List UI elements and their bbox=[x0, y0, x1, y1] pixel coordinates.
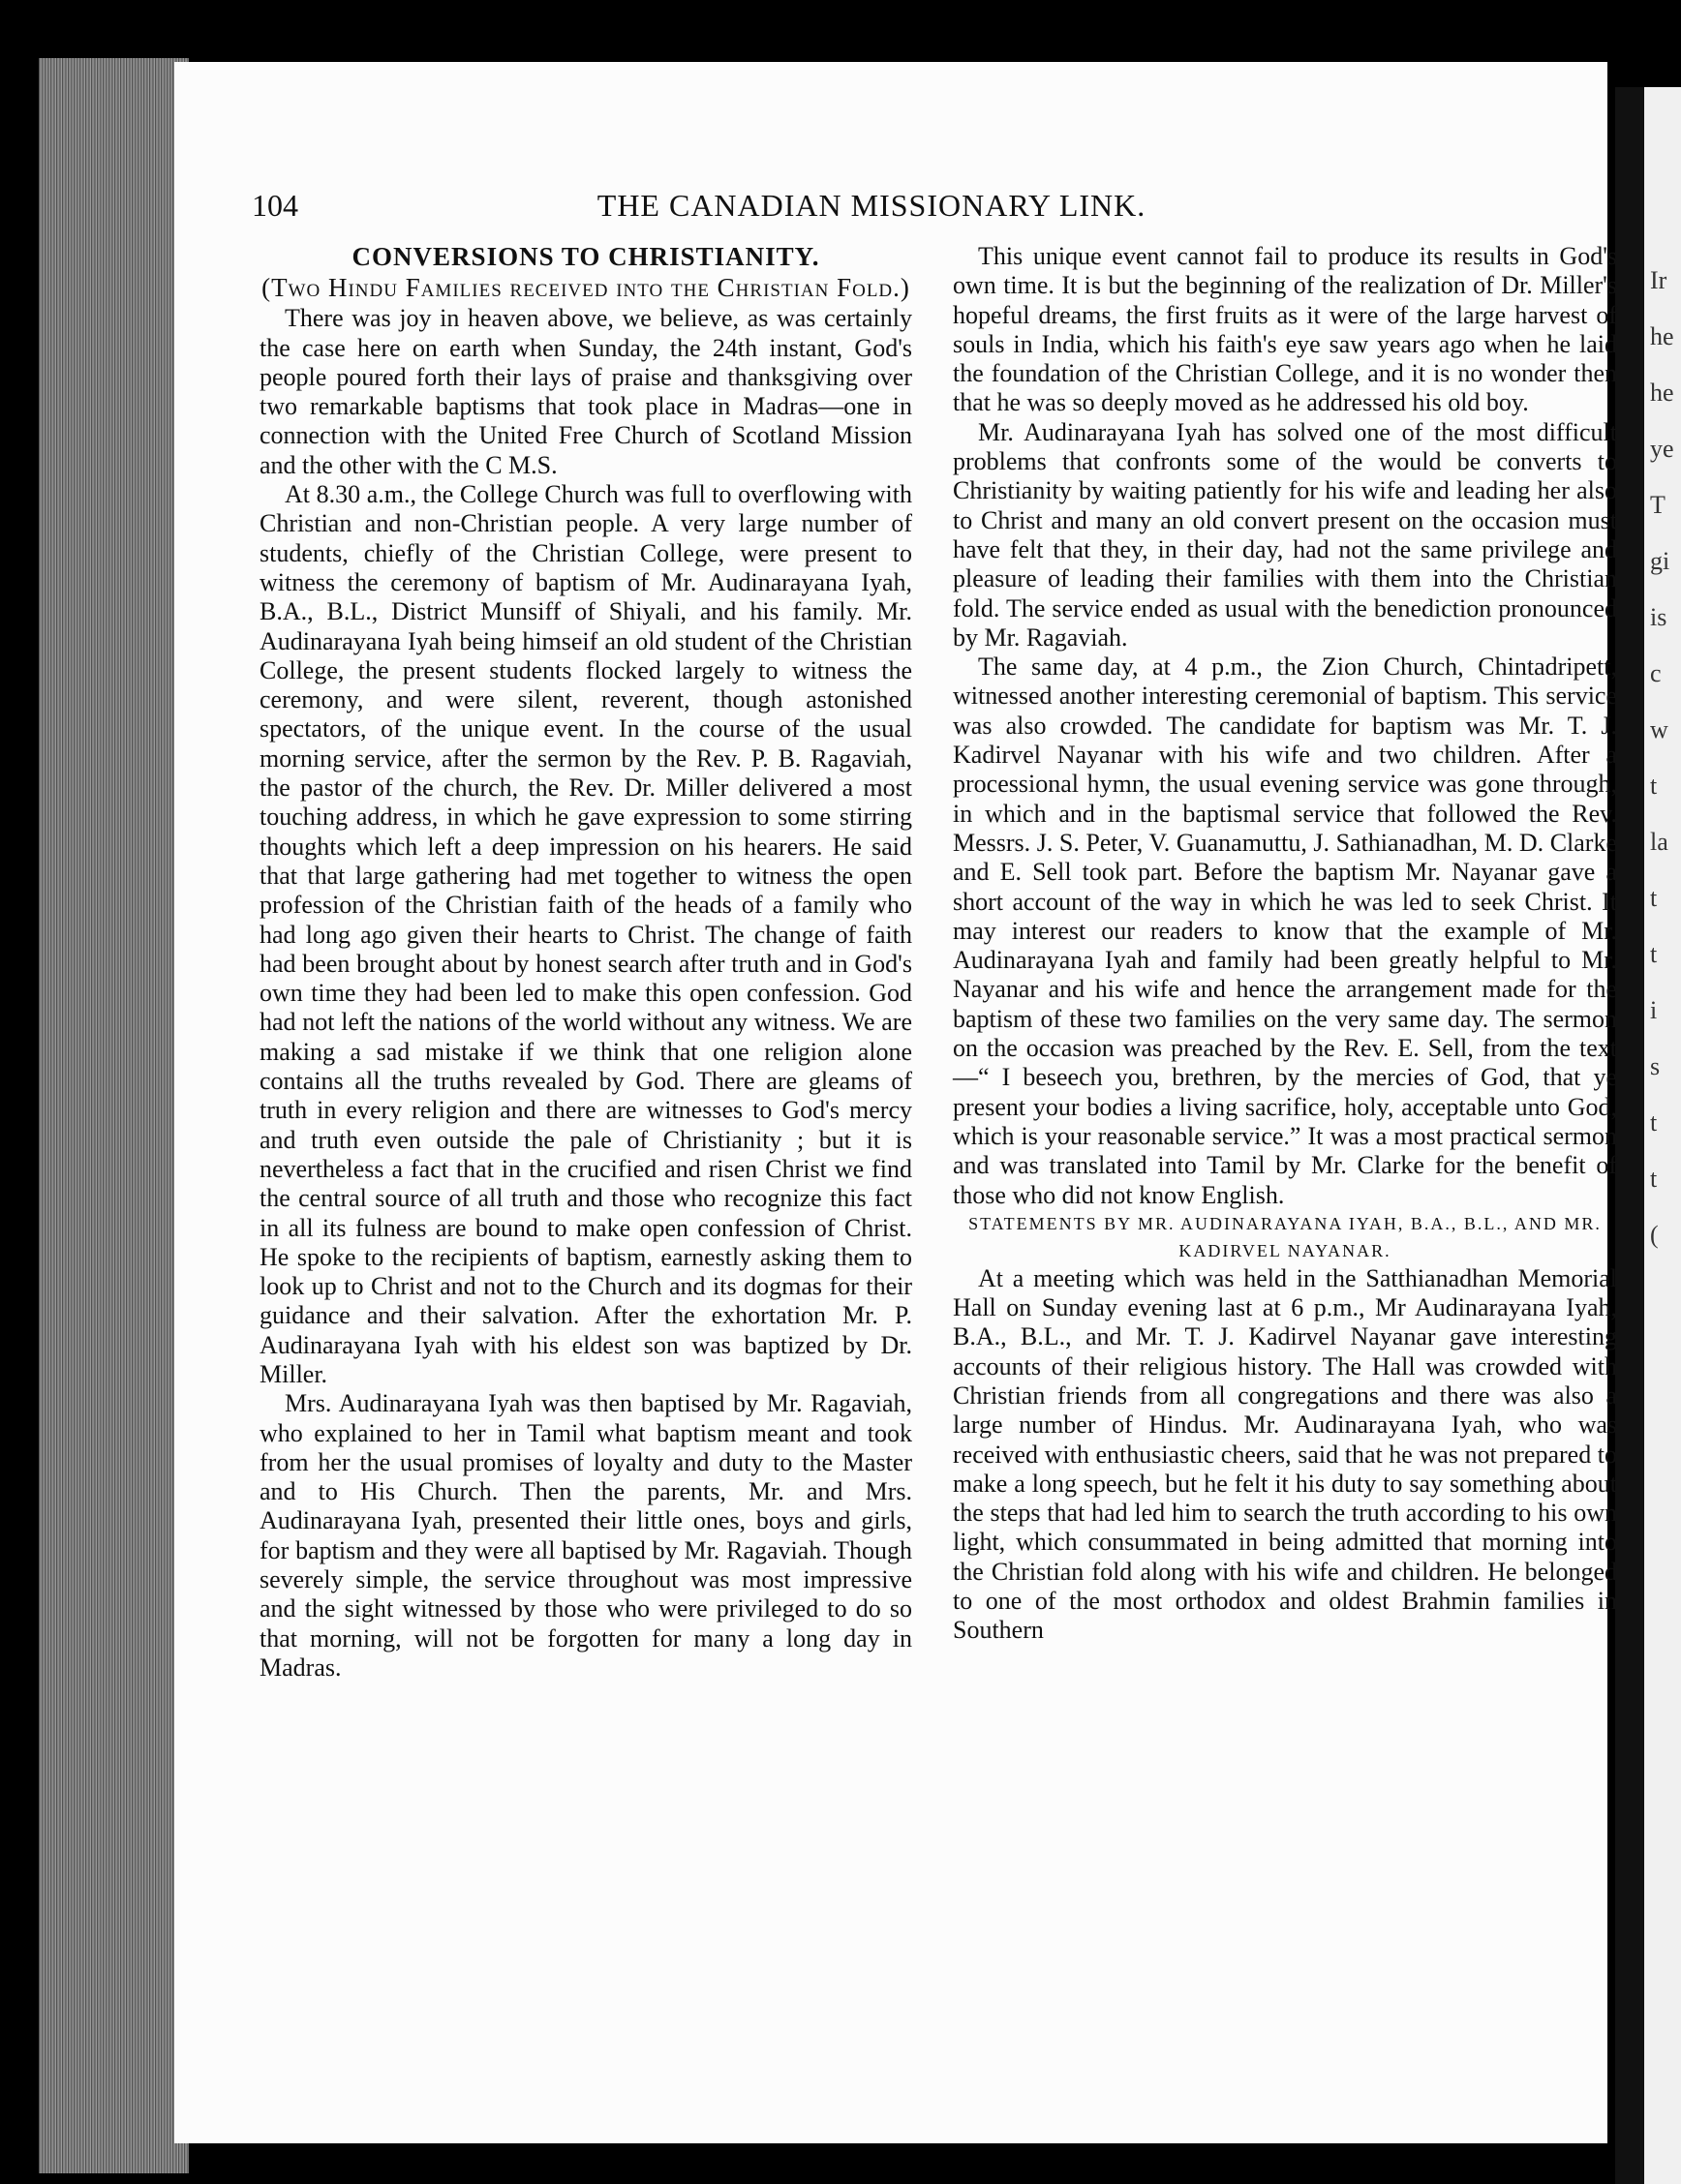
running-title: THE CANADIAN MISSIONARY LINK. bbox=[596, 188, 1146, 223]
article-title: CONVERSIONS TO CHRISTIANITY. bbox=[351, 242, 820, 271]
adjacent-page-fragment: s bbox=[1650, 1052, 1661, 1080]
adjacent-page-fragment: la bbox=[1650, 828, 1668, 856]
book-page-edges bbox=[39, 58, 189, 2173]
adjacent-page-fragment: t bbox=[1650, 884, 1658, 912]
adjacent-page-fragment: is bbox=[1650, 603, 1667, 631]
page-gutter-shadow bbox=[1615, 87, 1644, 2184]
right-column bbox=[953, 242, 1617, 1646]
adjacent-page-fragment: he bbox=[1650, 379, 1674, 407]
adjacent-page-fragment: w bbox=[1650, 715, 1668, 743]
adjacent-page-fragment: T bbox=[1650, 491, 1666, 519]
page-header bbox=[252, 188, 1491, 236]
adjacent-page-fragment: i bbox=[1650, 996, 1658, 1024]
article-subtitle: (Two Hindu Families received into the Christian Fold.) bbox=[261, 273, 910, 303]
left-column bbox=[260, 242, 912, 1683]
paragraph: At 8.30 a.m., the College Church was full to overflowing with Christian and non-Christian people. A very large number of students, chiefly of the Christian College, were present to witness the ceremony of baptism of Mr. Audinarayana Iyah, B.A., B.L., District Munsiff of Shiyali, and his family. Mr. Audinarayana Iyah being himseif an old student of the Christian College, the present students flocked largely to witness the ceremony, and were silent, reverent, though astonished spectators, of the unique event. In the course of the usual morning service, after the sermon by the Rev. P. B. Ragaviah, the pastor of the church, the Rev. Dr. Miller delivered a most touching address, in which he gave expression to some stirring thoughts which left a deep impression on his hearers. He said that that large gathering had met together to witness the open profession of the Christian faith of the heads of a family who had long ago given their hearts to Christ. The change of faith had been brought about by honest search after truth and in God's own time they had been led to make this open confession. God had not left the nations of the world without any witness. We are making a sad mistake if we think that one religion alone contains all the truths revealed by God. There are gleams of truth in every religion and there are witnesses to God's mercy and truth even outside the pale of Christianity ; but it is nevertheless a fact that in the crucified and risen Christ we find the central source of all truth and those who recognize this fact in all its fulness are bound to make open confession of Christ. He spoke to the recipients of baptism, earnestly asking them to look up to Christ and not to the Church and its dogmas for their guidance and their salvation. After the exhortation Mr. P. Audinarayana Iyah with his eldest son was baptized by Dr. Miller. bbox=[260, 480, 912, 1388]
adjacent-page-fragment: Ir bbox=[1650, 266, 1667, 294]
adjacent-page-fragment: ( bbox=[1650, 1221, 1659, 1249]
paragraph: This unique event cannot fail to produce its results in God's own time. It is but the beginning of the realization of Dr. Miller's hopeful dreams, the first fruits as it were of the large harvest of souls in India, which his faith's eye saw years ago when he laid the foundation of the Christian College, and it is no wonder then that he was so deeply moved as he addressed his old boy. bbox=[953, 242, 1617, 417]
adjacent-page-fragment: ye bbox=[1650, 435, 1674, 463]
adjacent-page-fragment: t bbox=[1650, 1165, 1658, 1193]
adjacent-page-fragment: t bbox=[1650, 772, 1658, 800]
paragraph: There was joy in heaven above, we believe, as was certainly the case here on earth when Sunday, the 24th instant, God's people poured forth their lays of praise and thanksgiving over two remarkable baptisms that took place in Madras—one in connection with the United Free Church of Scotland Mission and the other with the C M.S. bbox=[260, 304, 912, 479]
adjacent-page-fragment: he bbox=[1650, 322, 1674, 350]
paragraph: At a meeting which was held in the Satthianadhan Memorial Hall on Sunday evening last at 6 p.m., Mr Audinarayana Iyah, B.A., B.L., and Mr. T. J. Kadirvel Nayanar gave interesting accounts of their religious history. The Hall was crowded with Christian friends from all congregations and there was also a large number of Hindus. Mr. Audinarayana Iyah, who was received with enthusiastic cheers, said that he was not prepared to make a long speech, but he felt it his duty to say something about the steps that had led him to search the truth according to his own light, which consummated in being admitted that morning into the Christian fold along with his wife and children. He belonged to one of the most orthodox and oldest Brahmin families in Southern bbox=[953, 1263, 1617, 1645]
adjacent-page-fragment: t bbox=[1650, 940, 1658, 968]
adjacent-page-fragment: c bbox=[1650, 659, 1662, 687]
page-number: 104 bbox=[252, 188, 298, 223]
adjacent-page-fragment: t bbox=[1650, 1108, 1658, 1137]
adjacent-page-fragment: gi bbox=[1650, 547, 1670, 575]
paragraph: Mr. Audinarayana Iyah has solved one of the most difficult problems that confronts some of the would be converts to Christianity by waiting patiently for his wife and leading her also to Christ and many an old convert present on the occasion must have felt that they, in their day, had not the same privilege and pleasure of leading their families with them into the Christian fold. The service ended as usual with the benediction pronounced by Mr. Ragaviah. bbox=[953, 417, 1617, 652]
paragraph: The same day, at 4 p.m., the Zion Church, Chintadripett, witnessed another interesting ceremonial of baptism. This service was also crowded. The candidate for baptism was Mr. T. J. Kadirvel Nayanar with his wife and two children. After a processional hymn, the usual evening service was gone through, in which and in the baptismal service that followed the Rev. Messrs. J. S. Peter, V. Guanamuttu, J. Sathianadhan, M. D. Clarke and E. Sell took part. Before the baptism Mr. Nayanar gave a short account of the way in which he was led to seek Christ. It may interest our readers to know that the example of Mr. Audinarayana Iyah and family had been greatly helpful to Mr. Nayanar and his wife and hence the arrangement made for the baptism of these two families on the very same day. The sermon on the occasion was preached by the Rev. E. Sell, from the text—“ I beseech you, brethren, by the mercies of God, that ye present your bodies a living sacrifice, holy, acceptable unto God, which is your reasonable service.” It was a most practical sermon and was translated into Tamil by Mr. Clarke for the benefit of those who did not know English. bbox=[953, 652, 1617, 1209]
section-heading: STATEMENTS BY MR. AUDINARAYANA IYAH, B.A., B.L., AND MR. KADIRVEL NAYANAR. bbox=[968, 1213, 1602, 1260]
paragraph: Mrs. Audinarayana Iyah was then baptised by Mr. Ragaviah, who explained to her in Tamil what baptism meant and took from her the usual promises of loyalty and duty to the Master and to His Church. Then the parents, Mr. and Mrs. Audinarayana Iyah, presented their little ones, boys and girls, for baptism and they were all baptised by Mr. Ragaviah. Though severely simple, the service throughout was most impressive and the sight witnessed by those who were privileged to do so that morning, will not be forgotten for many a long day in Madras. bbox=[260, 1389, 912, 1682]
book-page bbox=[174, 62, 1617, 2143]
adjacent-page-sliver bbox=[1615, 87, 1681, 2184]
